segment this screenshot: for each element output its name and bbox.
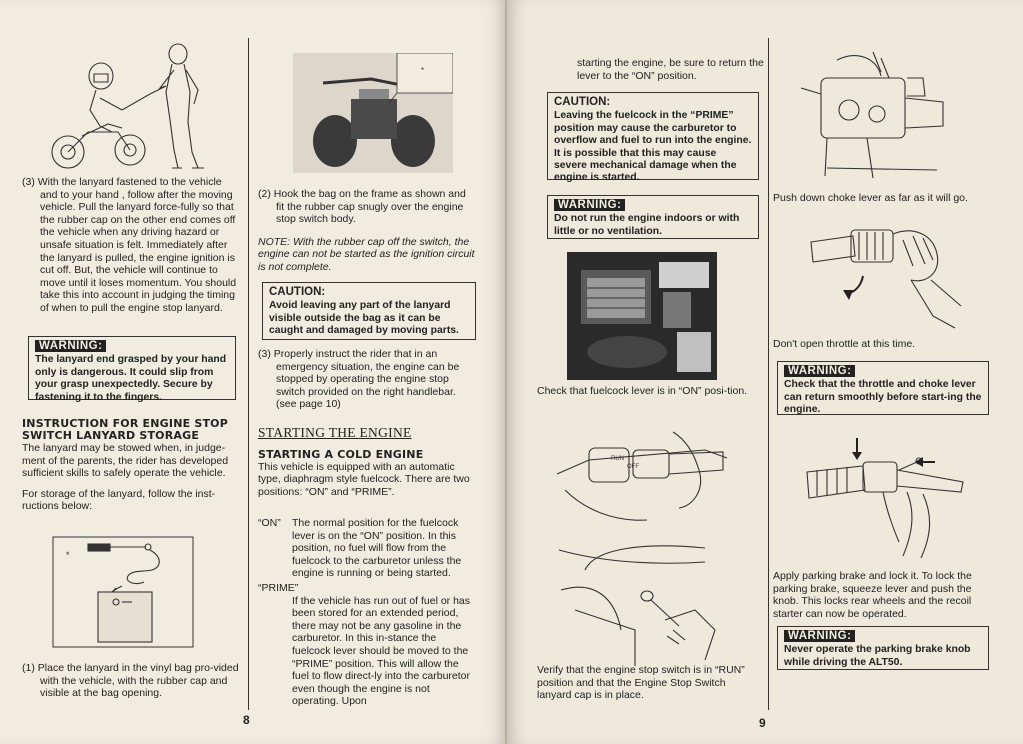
paragraph: For storage of the lanyard, follow the inst-ructions below: — [22, 487, 216, 513]
caution-label: CAUTION: — [554, 96, 611, 108]
right-column-2-caption-1 — [773, 192, 993, 213]
warning-text: The lanyard end grasped by your hand only is dangerous. It could slip from your grasp unexpectedly. Secure by fastening it to the fingers. — [35, 354, 227, 403]
definition-prime — [258, 582, 476, 708]
left-column-1 — [22, 176, 240, 323]
right-column-1-top — [577, 57, 765, 90]
term-on: “ON” — [258, 517, 281, 529]
step-text: Place the lanyard in the vinyl bag pro-vided with the vehicle, with the rubber cap and visible at the bag opening. — [37, 662, 239, 700]
left-column-2 — [258, 188, 476, 282]
caption-engine-stop-switch: Verify that the engine stop switch is in “RUN” position and that the Engine Stop Switch lanyard cap is in place. — [537, 664, 745, 702]
left-page — [0, 0, 507, 744]
fuelcock-intro: This vehicle is equipped with an automatic type, diaphragm style fuelcock. There are two positions: “ON” and “PRIME”. — [258, 460, 470, 498]
caption-throttle: Don't open throttle at this time. — [773, 338, 916, 350]
caption-parking-brake: Apply parking brake and lock it. To lock the parking brake, squeeze lever and push the knob. This locks rear wheels and the recoil starter can now be operated. — [773, 570, 972, 620]
child-rider-illustration — [38, 40, 213, 175]
caution-text: Leaving the fuelcock in the “PRIME” position may cause the carburetor to overflow and fuel to run into the engine. It is possible that this may cause severe mechanical damage when the engine is started. — [554, 110, 752, 184]
step-number: (3) — [258, 348, 271, 360]
right-column-2-caption-3 — [773, 570, 993, 628]
warning-box-parking-brake — [777, 626, 989, 670]
step-number: (1) — [22, 662, 35, 674]
page-number: 8 — [243, 713, 250, 727]
engine-stop-switch-illustration — [555, 430, 730, 670]
throttle-illustration — [803, 220, 963, 330]
svg-text:*: * — [66, 550, 70, 560]
section-heading-lanyard-storage: INSTRUCTION FOR ENGINE STOP SWITCH LANYARD STORAGE — [22, 417, 228, 442]
left-column-2-mid — [258, 348, 476, 506]
warning-box-ventilation — [547, 195, 759, 239]
caption-choke: Push down choke lever as far as it will go. — [773, 192, 968, 204]
warning-text: Do not run the engine indoors or with little or no ventilation. — [554, 213, 740, 237]
fuelcock-definitions — [258, 517, 476, 708]
caption-fuelcock: Check that fuelcock lever is in “ON” posi-tion. — [537, 385, 748, 397]
vinyl-bag-illustration — [52, 536, 194, 648]
right-column-1-caption-1 — [537, 385, 759, 406]
page-number: 9 — [759, 716, 766, 730]
step-2-hook-bag — [258, 188, 476, 226]
right-column-2-caption-2 — [773, 338, 993, 359]
step-number: (3) — [22, 176, 35, 188]
caution-box-lanyard — [262, 282, 476, 340]
step-text: Properly instruct the rider that in an emergency situation, the engine can be stopped by operating the engine stop switch provided on the right handlebar. (see page 10) — [273, 348, 460, 411]
warning-label: WARNING: — [784, 365, 855, 377]
step-3-lanyard — [22, 176, 240, 315]
definition-on-text: The normal position for the fuelcock lever is on the “ON” position. In this position, no fuel will flow from the fuelcock to the carburetor unless the engine is running or being started. — [292, 517, 462, 580]
step-text: Hook the bag on the frame as shown and fit the rubber cap snugly over the engine stop switch body. — [273, 188, 466, 226]
warning-label: WARNING: — [784, 630, 855, 642]
step-3-instruct-rider — [258, 348, 476, 411]
left-column-1-lower — [22, 418, 240, 521]
warning-text: Never operate the parking brake knob while driving the ALT50. — [784, 644, 971, 668]
paragraph-continued: starting the engine, be sure to return the lever to the “ON” position. — [577, 57, 764, 82]
svg-text:*: * — [421, 66, 425, 75]
warning-label: WARNING: — [35, 340, 106, 352]
heading-starting-cold-engine: STARTING A COLD ENGINE — [258, 447, 424, 461]
caution-label: CAUTION: — [269, 286, 326, 298]
column-divider — [768, 38, 769, 710]
warning-text: Check that the throttle and choke lever can return smoothly before start-ing the engine. — [784, 379, 982, 416]
warning-label: WARNING: — [554, 199, 625, 211]
note-rubber-cap: NOTE: With the rubber cap off the switch, the engine can not be started as the ignition circuit is not complete. — [258, 235, 475, 273]
column-divider — [248, 38, 249, 710]
left-column-1-bottom — [22, 662, 240, 708]
definition-on — [258, 517, 476, 580]
parking-brake-illustration — [803, 432, 979, 562]
fuelcock-photo — [567, 252, 717, 380]
step-number: (2) — [258, 188, 271, 200]
choke-lever-illustration — [797, 48, 947, 182]
warning-box-lanyard-grasp — [28, 336, 236, 403]
switch-label-off: OFF — [627, 464, 639, 470]
right-column-1-caption-2 — [537, 664, 759, 710]
term-prime: “PRIME” — [258, 581, 299, 594]
atv-rear-photo — [293, 53, 453, 173]
paragraph: The lanyard may be stowed when, in judge-ment of the parents, the rider has developed sufficient skills to safely operate the vehicle. — [22, 442, 229, 480]
warning-box-throttle-choke — [777, 361, 989, 415]
step-text: With the lanyard fastened to the vehicle and to your hand , follow after the moving vehicle. Pull the lanyard force-fully so that the rubber cap on the other end comes off the vehicle when any driving hazard or unsafe situation is felt. Immediately after the lanyard is pulled, the engine ignition is cut off. But, the vehicle will continue to move until it loses momentum. You should take this into account in judging the timing of when to pull the engine stop lanyard. — [37, 176, 237, 314]
caution-box-prime — [547, 92, 759, 184]
heading-starting-the-engine: STARTING THE ENGINE — [258, 424, 412, 440]
step-1-vinyl-bag — [22, 662, 240, 700]
switch-label-run: RUN — [611, 456, 624, 462]
definition-prime-text: If the vehicle has run out of fuel or has been stored for an extended period, there may not be any gasoline in the carburetor. In this in-stance the fuelcock lever should be moved to the “PRIME” position. This will allow the fuel to flow direct-ly into the carburetor even though the engine is not operating. Upon — [292, 594, 471, 708]
caution-text: Avoid leaving any part of the lanyard visible outside the bag as it can be caught and damaged by moving parts. — [269, 300, 459, 337]
right-page — [507, 0, 1023, 744]
